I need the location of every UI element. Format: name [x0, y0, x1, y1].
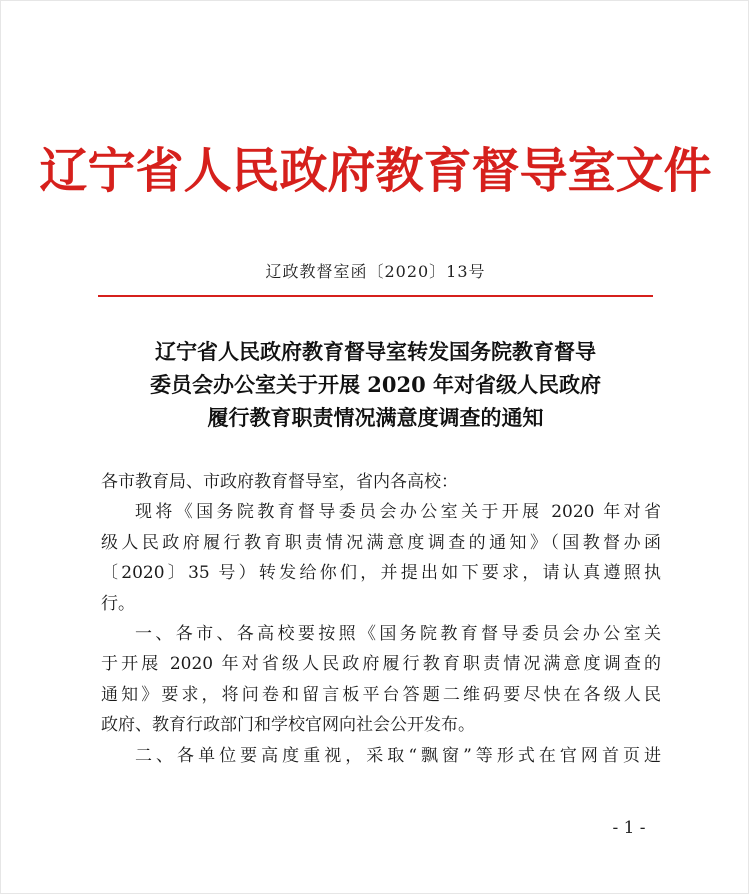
paragraph-line: 现将《国务院教育督导委员会办公室关于开展 2020 年对省	[135, 502, 661, 523]
document-title	[1, 335, 749, 434]
document-title-line: 履行教育职责情况满意度调查的通知	[207, 405, 544, 430]
paragraph-line: 于开展 2020 年对省级人民政府履行教育职责情况满意度调查的	[101, 654, 661, 675]
document-body	[101, 467, 661, 771]
document-title-line: 辽宁省人民政府教育督导室转发国务院教育督导	[155, 339, 596, 364]
paragraph-line: 行。	[101, 593, 135, 614]
document-header-title: 辽宁省人民政府教育督导室文件	[39, 143, 712, 199]
document-title-line: 委员会办公室关于开展 2020 年对省级人民政府	[149, 372, 602, 397]
red-divider-line	[98, 295, 653, 297]
paragraph-line: 级人民政府履行教育职责情况满意度调查的通知》（国教督办函	[101, 532, 661, 553]
paragraph-line: 二、各单位要高度重视，采取“飘窗”等形式在官网首页进	[135, 745, 661, 766]
paragraph-line: 一、各市、各高校要按照《国务院教育督导委员会办公室关	[135, 623, 661, 644]
paragraph-line: 政府、教育行政部门和学校官网向社会公开发布。	[101, 715, 475, 736]
salutation: 各市教育局、市政府教育督导室，省内各高校：	[101, 472, 458, 492]
document-number: 辽政教督室函〔2020〕13号	[265, 262, 486, 281]
page-number: - 1 -	[612, 818, 646, 838]
paragraph-line: 通知》要求，将问卷和留言板平台答题二维码要尽快在各级人民	[101, 684, 661, 705]
paragraph-line: 〔2020〕35 号）转发给你们，并提出如下要求，请认真遵照执	[101, 563, 661, 584]
